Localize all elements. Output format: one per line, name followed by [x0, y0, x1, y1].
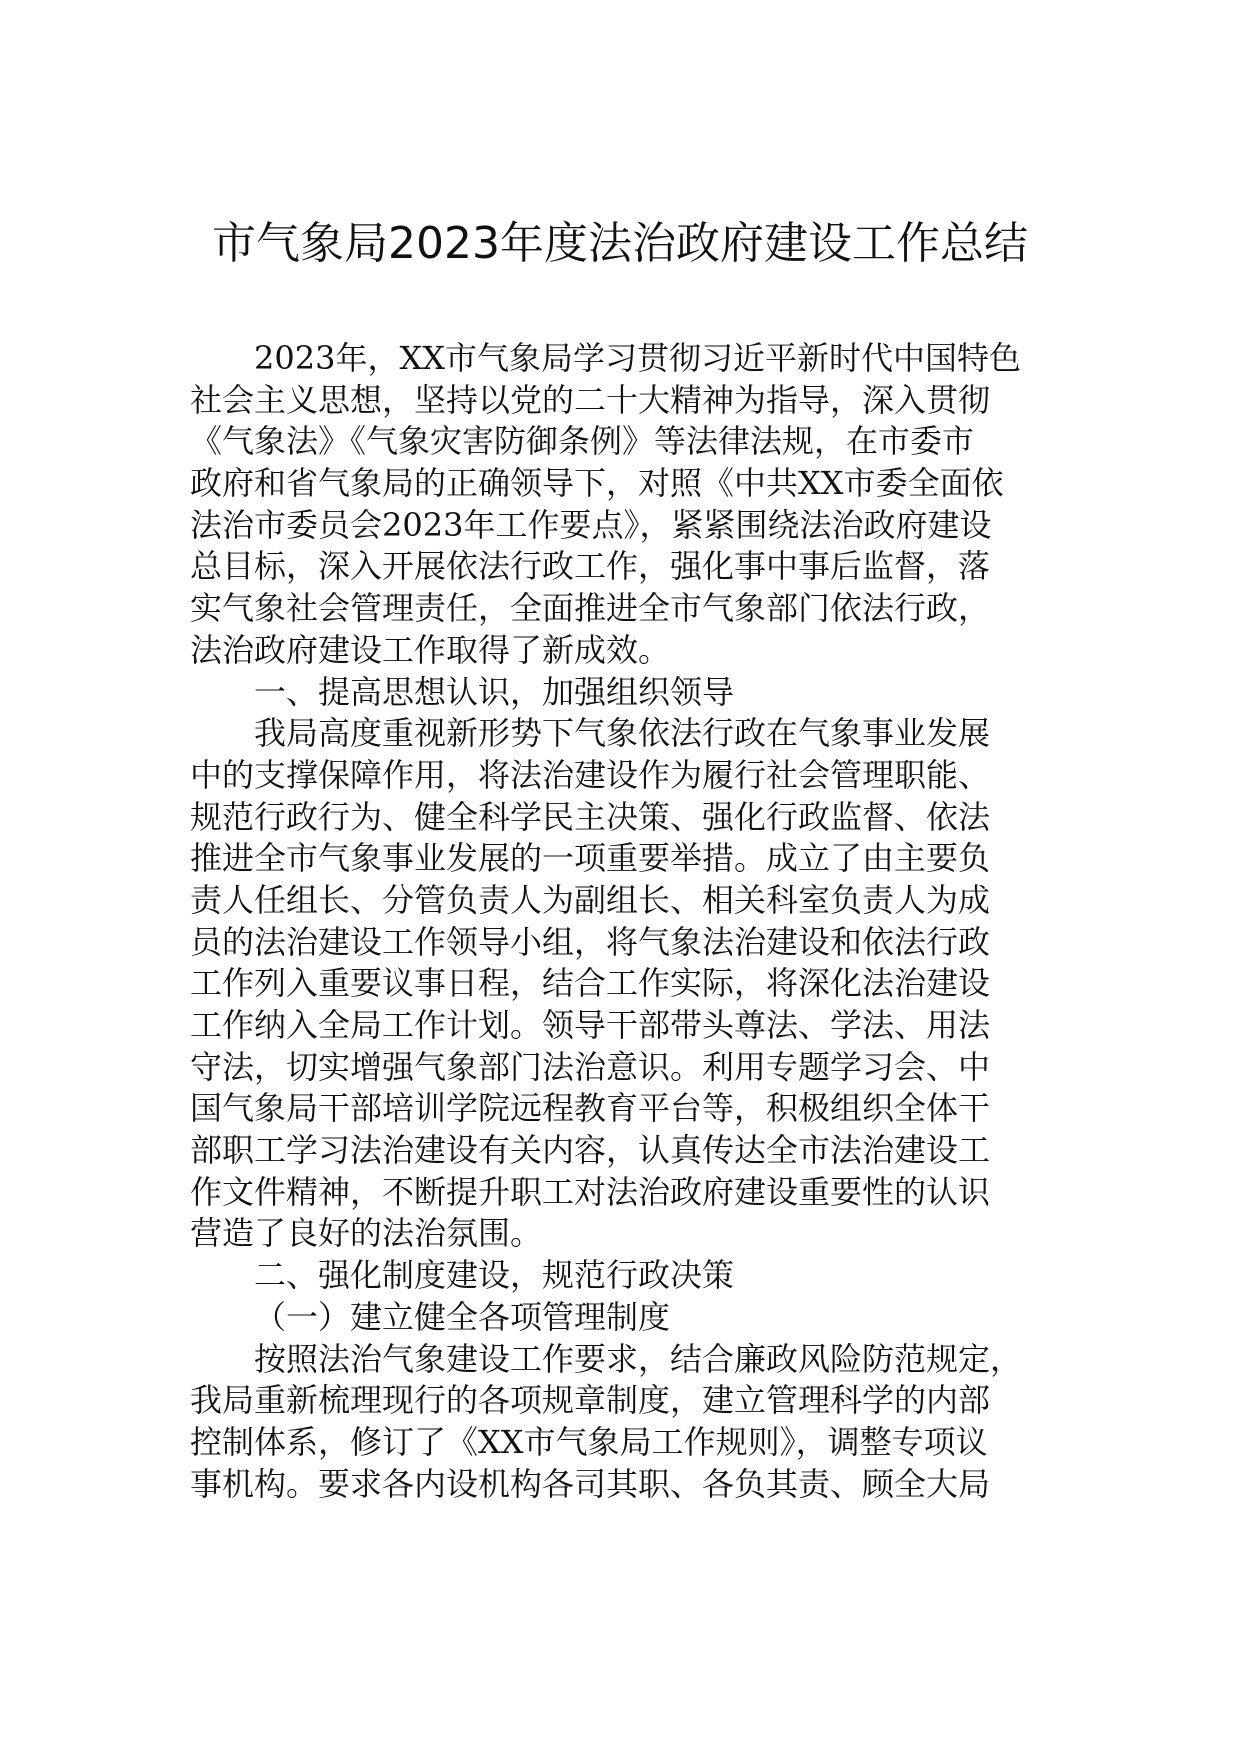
document-body	[190, 338, 1090, 1505]
paragraph-line: 《气象法》《气象灾害防御条例》等法律法规，在市委市	[190, 422, 975, 461]
paragraph-line: 规范行政行为、健全科学民主决策、强化行政监督、依法	[190, 797, 991, 836]
paragraph-line: 守法，切实增强气象部门法治意识。利用专题学习会、中	[190, 1047, 991, 1086]
paragraph-line: 工作纳入全局工作计划。领导干部带头尊法、学法、用法	[190, 1006, 991, 1044]
document-title: 市气象局2023年度法治政府建设工作总结	[212, 218, 1028, 269]
paragraph-line: 按照法治气象建设工作要求，结合廉政风险防范规定，	[254, 1339, 1023, 1378]
paragraph-line: 部职工学习法治建设有关内容，认真传达全市法治建设工	[190, 1131, 991, 1170]
subsection-heading: （一）建立健全各项管理制度	[254, 1297, 671, 1336]
paragraph-line: 事机构。要求各内设机构各司其职、各负其责、顾全大局	[190, 1464, 991, 1503]
section-heading: 二、强化制度建设，规范行政决策	[254, 1256, 735, 1295]
paragraph-line: 国气象局干部培训学院远程教育平台等，积极组织全体干	[190, 1089, 991, 1128]
paragraph-line: 控制体系，修订了《XX市气象局工作规则》，调整专项议	[190, 1422, 988, 1461]
paragraph-line: 总目标，深入开展依法行政工作，强化事中事后监督，落	[190, 547, 991, 586]
paragraph-line: 我局高度重视新形势下气象依法行政在气象事业发展	[254, 714, 991, 753]
paragraph-line: 实气象社会管理责任，全面推进全市气象部门依法行政，	[190, 589, 991, 628]
paragraph-line: 法治市委员会2023年工作要点》，紧紧围绕法治政府建设	[190, 505, 992, 544]
paragraph-line: 中的支撑保障作用，将法治建设作为履行社会管理职能、	[190, 755, 991, 794]
section-heading: 一、提高思想认识，加强组织领导	[254, 672, 735, 711]
paragraph-line: 员的法治建设工作领导小组，将气象法治建设和依法行政	[190, 922, 991, 961]
paragraph-line: 推进全市气象事业发展的一项重要举措。成立了由主要负	[190, 839, 991, 878]
paragraph-line: 2023年，XX市气象局学习贯彻习近平新时代中国特色	[254, 339, 1022, 377]
paragraph-line: 工作列入重要议事日程，结合工作实际，将深化法治建设	[190, 964, 991, 1003]
paragraph-line: 法治政府建设工作取得了新成效。	[190, 630, 671, 669]
paragraph-line: 营造了良好的法治氛围。	[190, 1214, 543, 1253]
paragraph-line: 我局重新梳理现行的各项规章制度，建立管理科学的内部	[190, 1381, 991, 1420]
paragraph-line: 作文件精神，不断提升职工对法治政府建设重要性的认识	[190, 1172, 991, 1211]
paragraph-line: 社会主义思想，坚持以党的二十大精神为指导，深入贯彻	[190, 380, 991, 419]
paragraph-line: 政府和省气象局的正确领导下，对照《中共XX市委全面依	[190, 464, 1004, 503]
paragraph-line: 责人任组长、分管负责人为副组长、相关科室负责人为成	[190, 880, 991, 919]
